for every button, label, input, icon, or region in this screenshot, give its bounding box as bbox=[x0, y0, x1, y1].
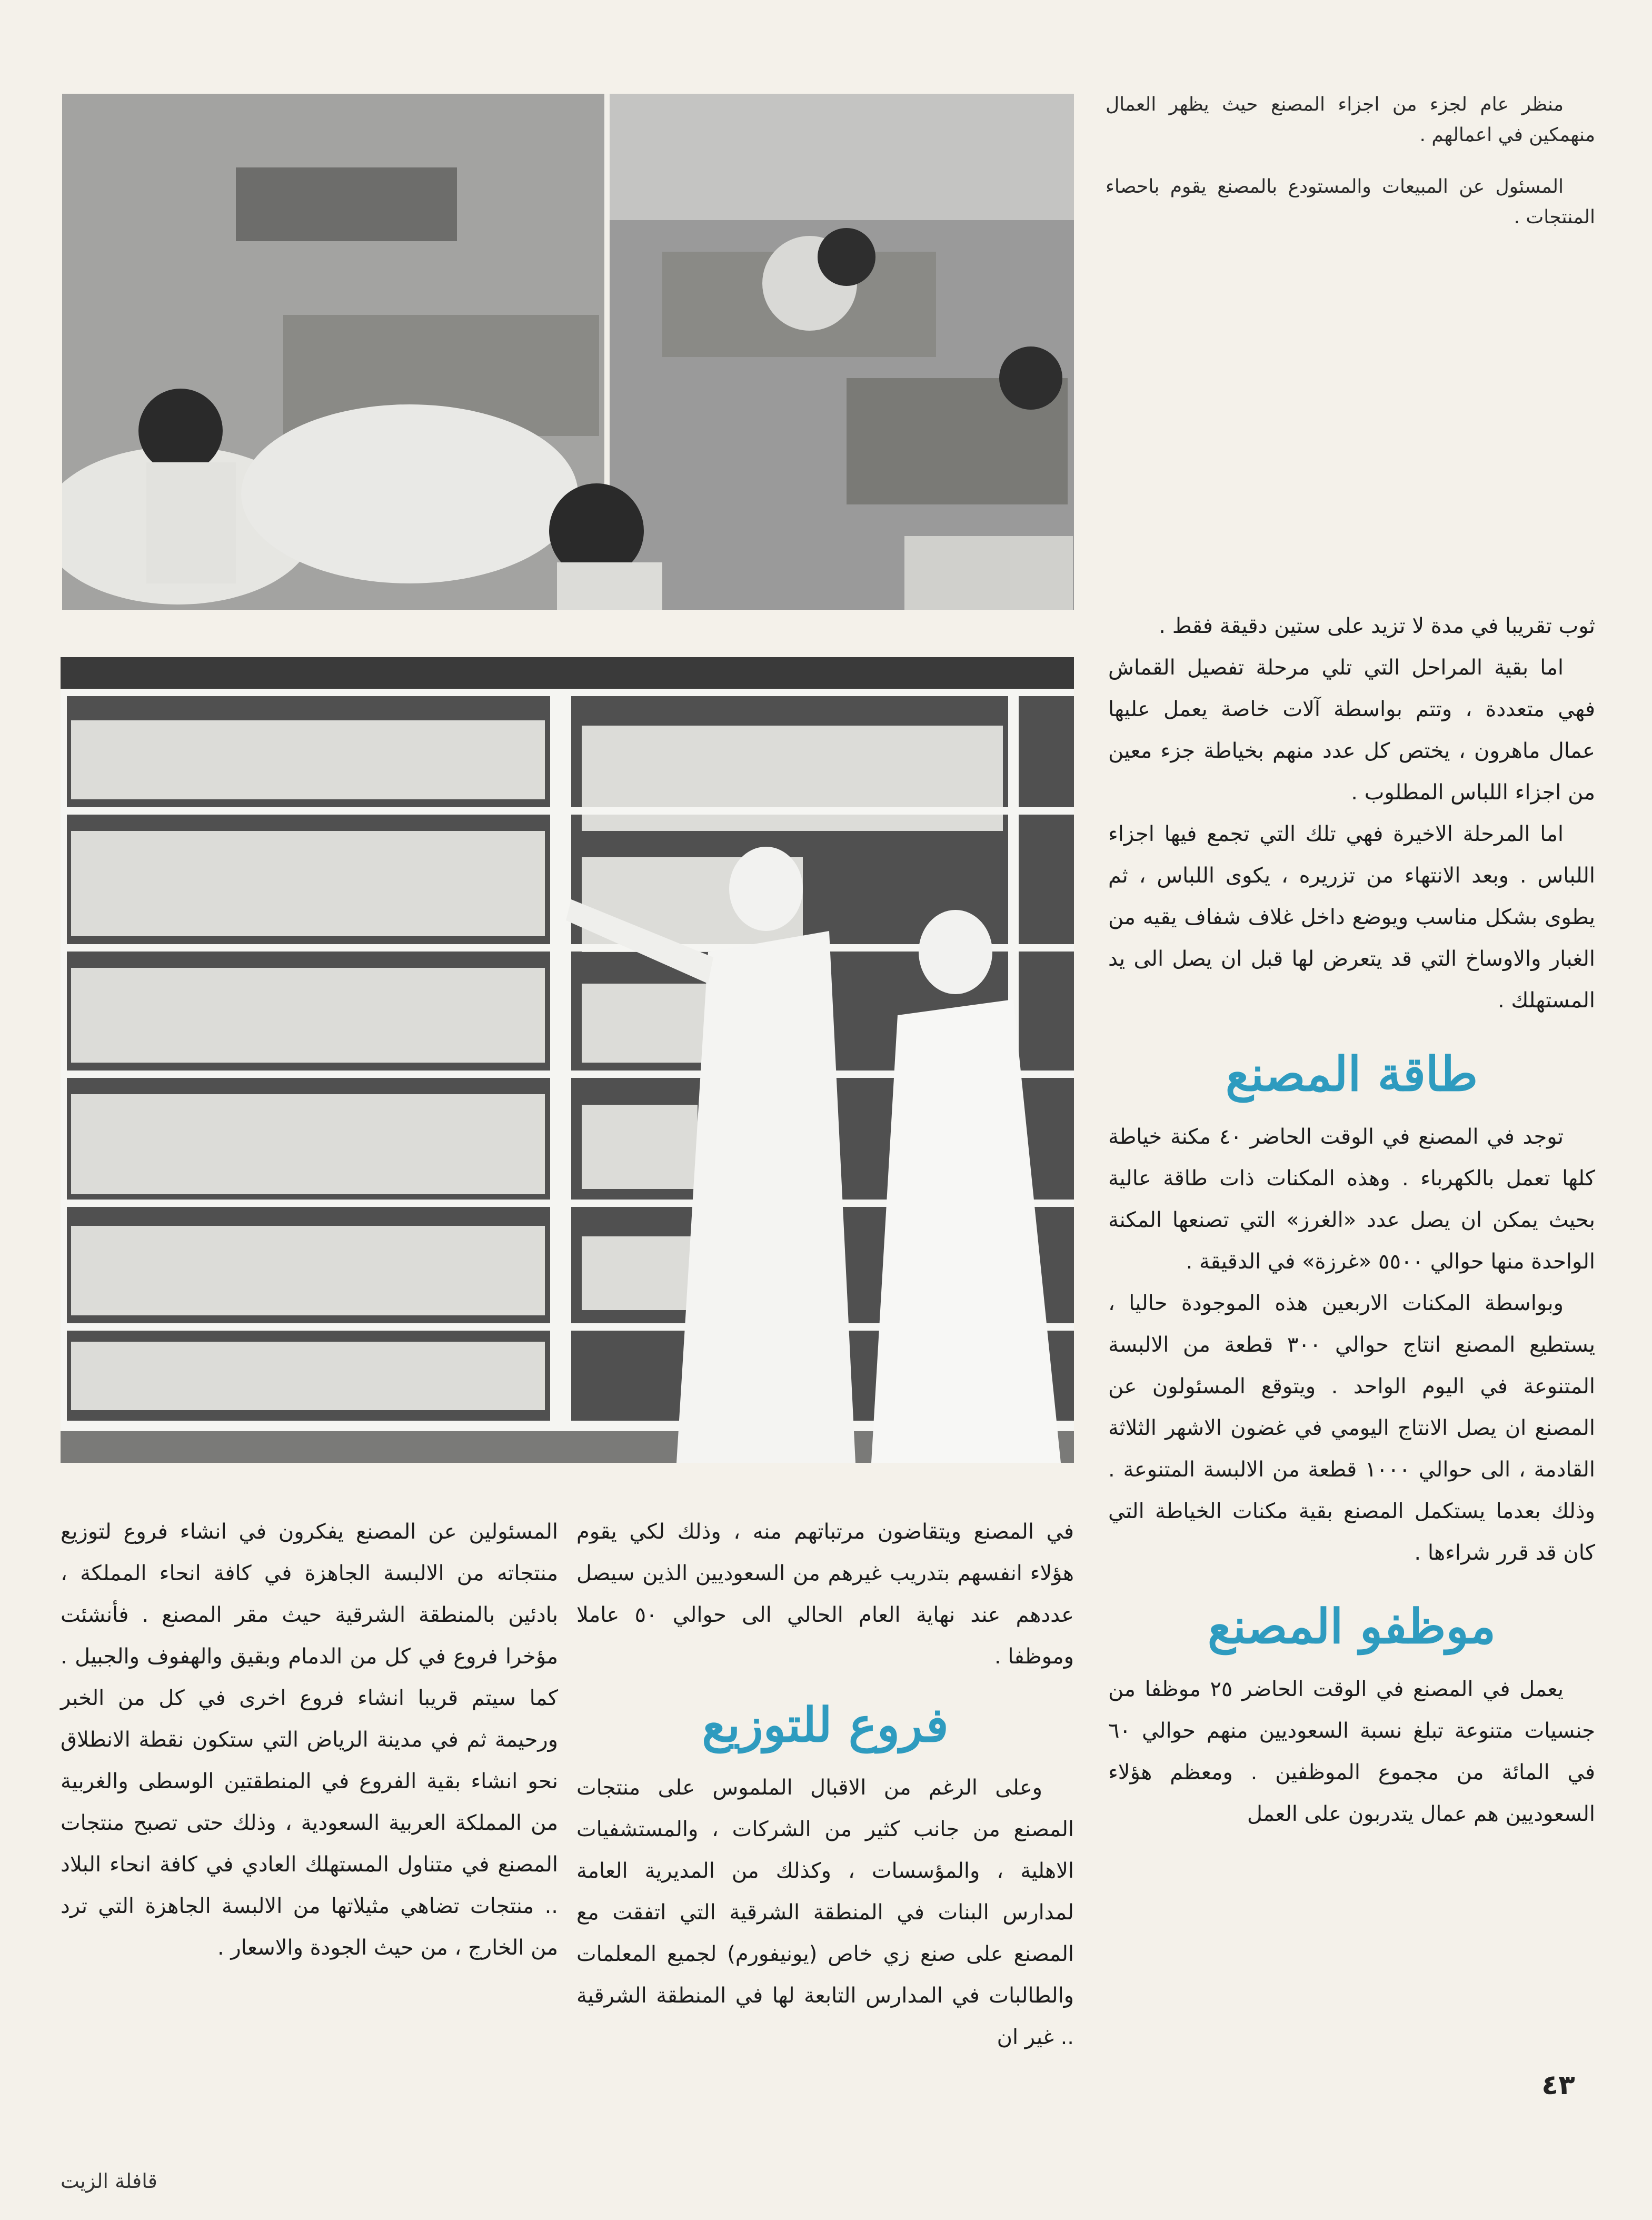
heading-factory-capacity: طاقة المصنع bbox=[1225, 1046, 1478, 1102]
heading-factory-staff: موظفو المصنع bbox=[1207, 1599, 1496, 1654]
paragraph-final-stage: اما المرحلة الاخيرة فهي تلك التي تجمع فيها اجزاء اللباس . وبعد الانتهاء من تزريره ، يكوى اللباس ، ثم يطوى بشكل مناسب ويوضع داخل غلاف شفاف يقيه من الغبار والاوساخ التي قد يتعرض لها قبل ان يصل الى يد المستهلك . bbox=[1108, 822, 1595, 1013]
magazine-name: قافلة الزيت bbox=[61, 2169, 157, 2193]
paragraph-demand: وعلى الرغم من الاقبال الملموس على منتجات المصنع من جانب كثير من الشركات ، والمستشفيات الاهلية ، والمؤسسات ، وكذلك من المديرية العامة لمدارس البنات في المنطقة الشرقية التي اتفقت مع المصنع على صنع زي خاص (يونيفورم) لجميع المعلمات والطالبات في المدارس التابعة لها في المنطقة الشرقية .. غير ان bbox=[576, 1776, 1074, 2049]
paragraph-training: في المصنع ويتقاضون مرتباتهم منه ، وذلك لكي يقوم هؤلاء انفسهم بتدريب غيرهم من السعوديين الذين سيصل عددهم عند نهاية العام الحالي الى حوالي ٥٠ عاملا وموظفا . bbox=[576, 1520, 1074, 1669]
left-column bbox=[61, 1511, 558, 1969]
right-column bbox=[1108, 606, 1595, 1835]
heading-distribution-branches: فروع للتوزيع bbox=[702, 1697, 949, 1753]
page-number: ٤٣ bbox=[1541, 2069, 1575, 2101]
caption-factory-overview: منظر عام لجزء من اجزاء المصنع حيث يظهر العمال منهمكين في اعمالهم . bbox=[1106, 94, 1595, 146]
photo-captions bbox=[1106, 90, 1595, 254]
paragraph-production: وبواسطة المكنات الاربعين هذه الموجودة حاليا ، يستطيع المصنع انتاج حوالي ٣٠٠ قطعة من الالبسة المتنوعة في اليوم الواحد . ويتوقع المسئولون عن المصنع ان يصل الانتاج اليومي في غضون الاشهر الثلاثة القادمة ، الى حوالي ١٠٠٠ قطعة من الالبسة المتنوعة . وذلك بعدما يستكمل المصنع بقية مكنات الخياطة التي كان قد قرر شراءها . bbox=[1108, 1291, 1595, 1565]
middle-column bbox=[576, 1511, 1074, 2058]
paragraph-sewing-time: ثوب تقريبا في مدة لا تزيد على ستين دقيقة فقط . bbox=[1159, 614, 1595, 638]
caption-sales-manager: المسئول عن المبيعات والمستودع بالمصنع يقوم باحصاء المنتجات . bbox=[1106, 176, 1595, 228]
factory-workers-photo bbox=[62, 94, 1074, 610]
paragraph-sewing-stages: اما بقية المراحل التي تلي مرحلة تفصيل القماش فهي متعددة ، وتتم بواسطة آلات خاصة يعمل عليها عمال ماهرون ، يختص كل عدد منهم بخياطة جزء معين من اجزاء اللباس المطلوب . bbox=[1108, 656, 1595, 805]
paragraph-sewing-machines: توجد في المصنع في الوقت الحاضر ٤٠ مكنة خياطة كلها تعمل بالكهرباء . وهذه المكنات ذات طاقة عالية بحيث يمكن ان يصل عدد «الغرز» التي تصنعها المكنة الواحدة منها حوالي ٥٥٠٠ «غرزة» في الدقيقة . bbox=[1108, 1125, 1595, 1274]
paragraph-employees: يعمل في المصنع في الوقت الحاضر ٢٥ موظفا من جنسيات متنوعة تبلغ نسبة السعوديين منهم حوالي ٦٠ في المائة من مجموع الموظفين . ومعظم هؤلاء السعوديين هم عمال يتدربون على العمل bbox=[1108, 1677, 1595, 1826]
warehouse-shelves-photo bbox=[61, 657, 1074, 1463]
paragraph-branches: المسئولين عن المصنع يفكرون في انشاء فروع لتوزيع منتجاته من الالبسة الجاهزة في كافة انحاء المملكة ، بادئين بالمنطقة الشرقية حيث مقر المصنع . فأنشئت مؤخرا فروع في كل من الدمام وبقيق والهفوف والجبيل . كما سيتم قريبا انشاء فروع اخرى في كل من الخبر ورحيمة ثم في مدينة الرياض التي ستكون نقطة الانطلاق نحو انشاء بقية الفروع في المنطقتين الوسطى والغربية من المملكة العربية السعودية ، وذلك حتى تصبح منتجات المصنع في متناول المستهلك العادي في كافة انحاء البلاد .. منتجات تضاهي مثيلاتها من الالبسة الجاهزة التي ترد من الخارج ، من حيث الجودة والاسعار . bbox=[61, 1520, 558, 1960]
